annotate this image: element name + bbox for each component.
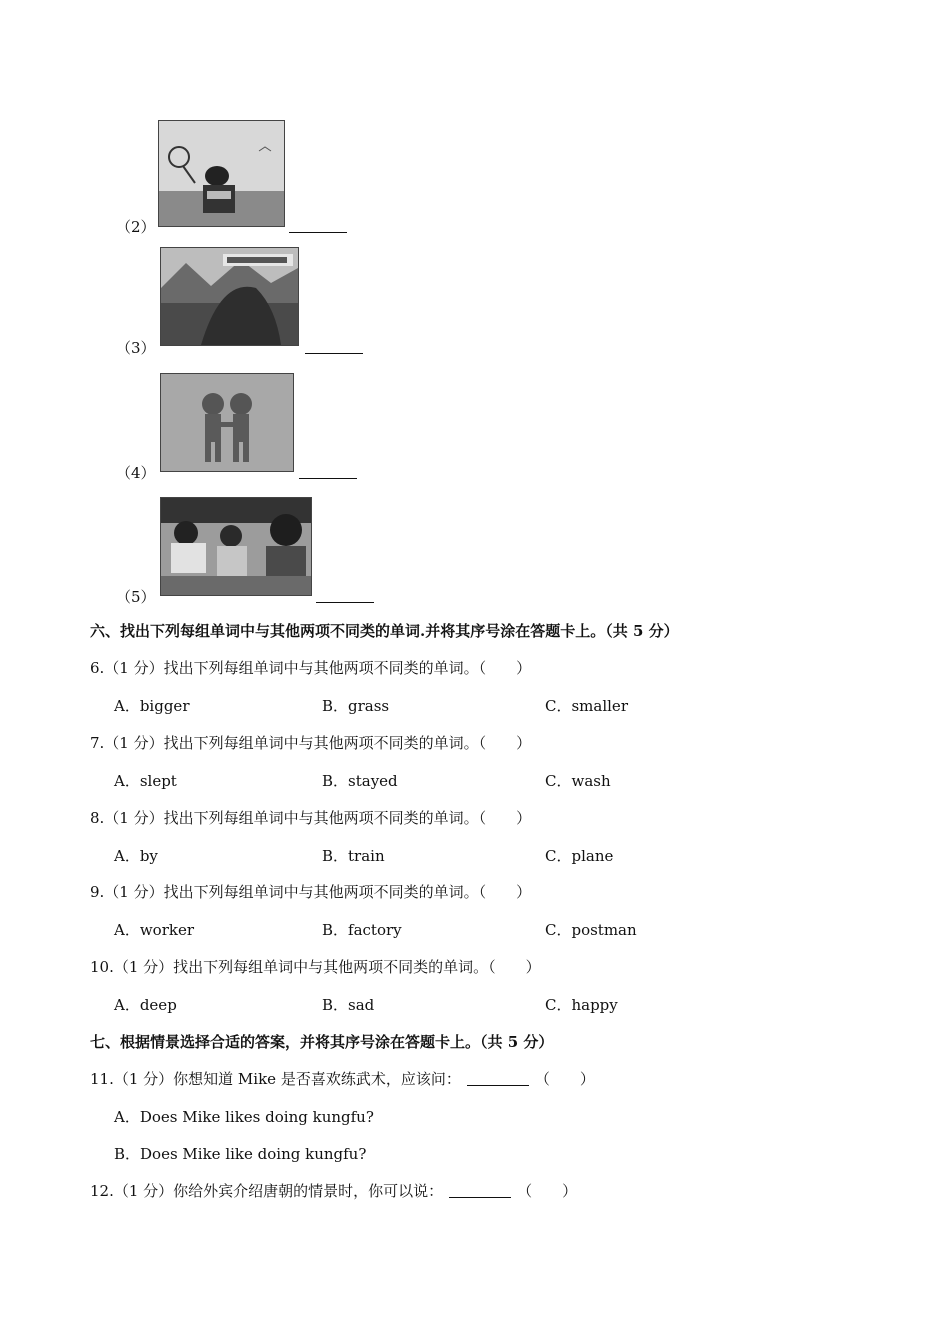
item-number: （2） xyxy=(116,218,156,236)
option-b[interactable]: B．train xyxy=(322,847,385,865)
photo-tent-mountains-image xyxy=(161,248,298,345)
section-7-title: 七、根据情景选择合适的答案，并将其序号涂在答题卡上。（共 5 分） xyxy=(90,1033,554,1051)
question-stem: 8.（1 分）找出下列每组单词中与其他两项不同类的单词。（ ） xyxy=(90,809,532,827)
option-a[interactable]: A．bigger xyxy=(114,697,190,715)
option-c[interactable]: C．plane xyxy=(545,847,614,865)
option-a[interactable]: A．by xyxy=(114,847,158,865)
option-c[interactable]: C．smaller xyxy=(545,697,628,715)
question-stem: 6.（1 分）找出下列每组单词中与其他两项不同类的单词。（ ） xyxy=(90,659,532,677)
answer-blank[interactable] xyxy=(299,478,357,479)
photo-two-children xyxy=(160,373,294,472)
option-b[interactable]: B．sad xyxy=(322,996,375,1014)
option-a[interactable]: A．worker xyxy=(114,921,195,939)
photo-two-children-image xyxy=(161,374,293,471)
photo-boy-with-racket xyxy=(158,120,285,227)
question-stem: 9.（1 分）找出下列每组单词中与其他两项不同类的单词。（ ） xyxy=(90,883,532,901)
photo-tent-mountains xyxy=(160,247,299,346)
photo-children-in-class xyxy=(160,497,312,596)
item-number: （3） xyxy=(116,339,156,357)
option-b[interactable]: B．grass xyxy=(322,697,390,715)
question-stem xyxy=(90,1068,595,1089)
option-c[interactable]: C．happy xyxy=(545,996,618,1014)
option-a[interactable]: A．slept xyxy=(114,772,177,790)
option-b[interactable]: B．stayed xyxy=(322,772,398,790)
question-stem xyxy=(90,1180,577,1201)
answer-blank[interactable] xyxy=(316,602,374,603)
photo-children-in-class-image xyxy=(161,498,311,595)
answer-brackets: （ ） xyxy=(534,1070,595,1088)
option-a[interactable]: A．deep xyxy=(114,996,177,1014)
item-number: （5） xyxy=(116,588,156,606)
option-a[interactable]: A．Does Mike likes doing kungfu? xyxy=(114,1108,374,1126)
answer-blank[interactable] xyxy=(467,1085,529,1086)
option-b[interactable]: B．factory xyxy=(322,921,402,939)
option-c[interactable]: C．postman xyxy=(545,921,637,939)
answer-blank[interactable] xyxy=(449,1197,511,1198)
question-stem-text: 11.（1 分）你想知道 Mike 是否喜欢练武术，应该问： xyxy=(90,1070,461,1088)
photo-boy-with-racket-image xyxy=(159,121,284,226)
option-b[interactable]: B．Does Mike like doing kungfu? xyxy=(114,1145,367,1163)
option-c[interactable]: C．wash xyxy=(545,772,611,790)
answer-brackets: （ ） xyxy=(517,1182,578,1200)
question-stem: 7.（1 分）找出下列每组单词中与其他两项不同类的单词。（ ） xyxy=(90,734,532,752)
question-stem: 10.（1 分）找出下列每组单词中与其他两项不同类的单词。（ ） xyxy=(90,958,541,976)
answer-blank[interactable] xyxy=(289,232,347,233)
section-6-title: 六、找出下列每组单词中与其他两项不同类的单词.并将其序号涂在答题卡上。（共 5 分） xyxy=(90,622,679,640)
question-stem-text: 12.（1 分）你给外宾介绍唐朝的情景时，你可以说： xyxy=(90,1182,444,1200)
item-number: （4） xyxy=(116,464,156,482)
answer-blank[interactable] xyxy=(305,353,363,354)
